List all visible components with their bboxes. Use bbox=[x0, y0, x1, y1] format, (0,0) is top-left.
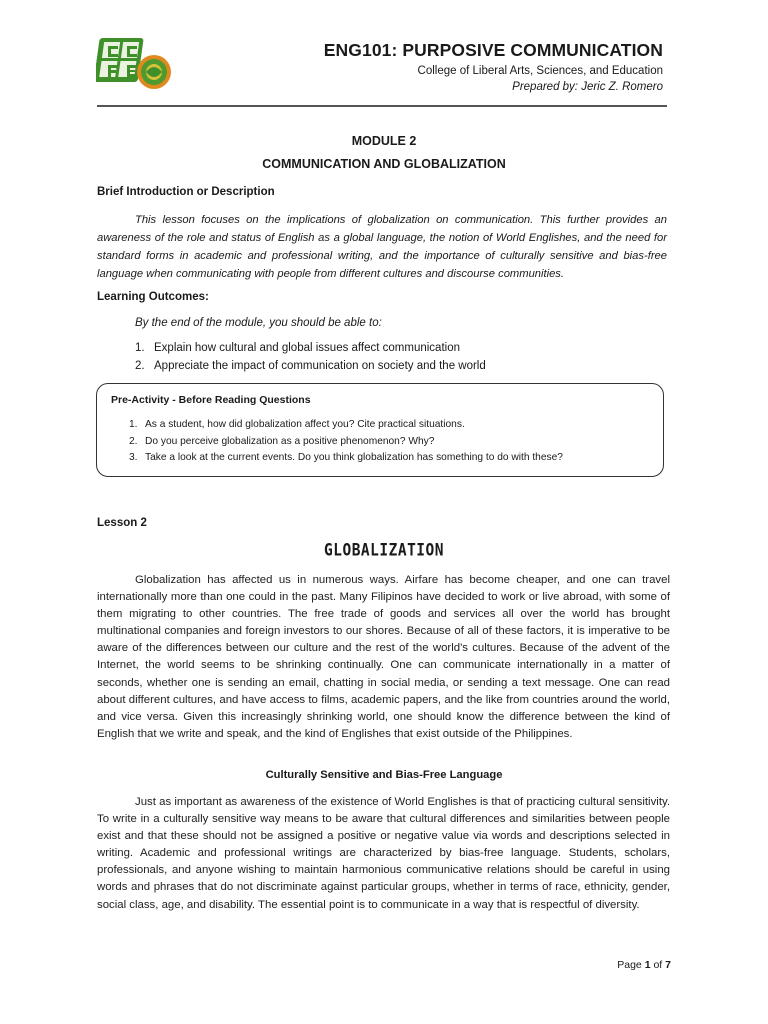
current-page: 1 bbox=[644, 959, 651, 971]
list-item bbox=[129, 436, 563, 453]
lesson-label: Lesson 2 bbox=[97, 517, 147, 529]
college-logo bbox=[96, 36, 174, 94]
page-word: Page bbox=[617, 959, 642, 971]
list-text: Take a look at the current events. Do you think globalization has something to do with these? bbox=[145, 452, 563, 463]
total-pages: 7 bbox=[665, 959, 671, 971]
module-number: MODULE 2 bbox=[351, 134, 417, 148]
pre-activity-title: Pre-Activity - Before Reading Questions bbox=[111, 394, 311, 406]
list-number: 2. bbox=[129, 435, 138, 447]
lesson-paragraph-1: Globalization has affected us in numerous ways. Airfare has become cheaper, and one can travel internationally more than one could in the past. Many Filipinos have decided to work or live abroad, with some of them migrating to other countries. The free trade of goods and services all over the world has brought multinational companies and foreign investors to our shores. Because of all of these factors, it is imperative to be aware of the differences between our culture and the rest of the world's cultures. Because of the advent of the Internet, the world seems to be shrinking continually. One can communicate internationally in a matter of seconds, whether one is sending an email, chatting in social media, or sending a text message. One can read about different cultures, and have access to films, academic papers, and the like from countries around the world, and vice versa. Given this increasingly shrinking world, one should know the difference between the kind of English that we write and speak, and the kind of Englishes that exist outside of the Philippines. bbox=[97, 574, 670, 740]
list-number: 2. bbox=[135, 359, 145, 372]
list-text: As a student, how did globalization affect you? Cite practical situations. bbox=[145, 419, 465, 430]
course-title: ENG101: PURPOSIVE COMMUNICATION bbox=[323, 40, 663, 60]
list-item bbox=[129, 419, 563, 436]
list-text: Explain how cultural and global issues affect communication bbox=[154, 342, 460, 354]
list-item bbox=[135, 360, 486, 378]
intro-heading: Brief Introduction or Description bbox=[97, 186, 275, 198]
lesson-title: GLOBALIZATION bbox=[324, 541, 444, 561]
prepared-by: Prepared by: Jeric Z. Romero bbox=[512, 81, 663, 93]
intro-paragraph: This lesson focuses on the implications of globalization on communication. This further provides an awareness of the role and status of English as a global language, the notion of World Englishes, and the need for standard forms in academic and professional writing, and the importance of culturally sensitive and bias-free language when communicating with people from different cultures and discourse communities. bbox=[97, 214, 667, 280]
lesson-paragraph-2: Just as important as awareness of the existence of World Englishes is that of practicing cultural sensitivity. To write in a culturally sensitive way means to be aware that cultural differences and similarities between people exist and that these should not be assigned a positive or negative value via words and descriptions selected in writing. Academic and professional writings are characterized by bias-free language. Students, scholars, professionals, and anyone wishing to maintain harmonious communicative relations should be careful in using words and phrases that do not discriminate against particular groups, whether in terms of race, ethnicity, gender, social class, age, and disability. The essential point is to communicate in a way that is respectful of diversity. bbox=[97, 796, 670, 911]
list-number: 3. bbox=[129, 452, 138, 463]
list-number: 1. bbox=[129, 419, 138, 430]
list-text: Appreciate the impact of communication on society and the world bbox=[154, 359, 486, 372]
list-item bbox=[129, 452, 563, 469]
of-word: of bbox=[653, 959, 663, 971]
page-number bbox=[617, 959, 671, 971]
header-divider bbox=[97, 105, 667, 107]
pre-activity-list bbox=[129, 419, 563, 469]
list-item bbox=[135, 342, 486, 360]
section-subheading: Culturally Sensitive and Bias-Free Language bbox=[265, 769, 503, 781]
list-text: Do you perceive globalization as a positive phenomenon? Why? bbox=[145, 435, 435, 447]
college-name: College of Liberal Arts, Sciences, and Education bbox=[417, 65, 663, 77]
list-number: 1. bbox=[135, 342, 145, 354]
module-title: COMMUNICATION AND GLOBALIZATION bbox=[262, 157, 506, 171]
pre-activity-box bbox=[96, 383, 664, 477]
outcomes-list bbox=[135, 342, 486, 377]
outcomes-lead: By the end of the module, you should be able to: bbox=[135, 317, 382, 329]
outcomes-heading: Learning Outcomes: bbox=[97, 291, 209, 303]
